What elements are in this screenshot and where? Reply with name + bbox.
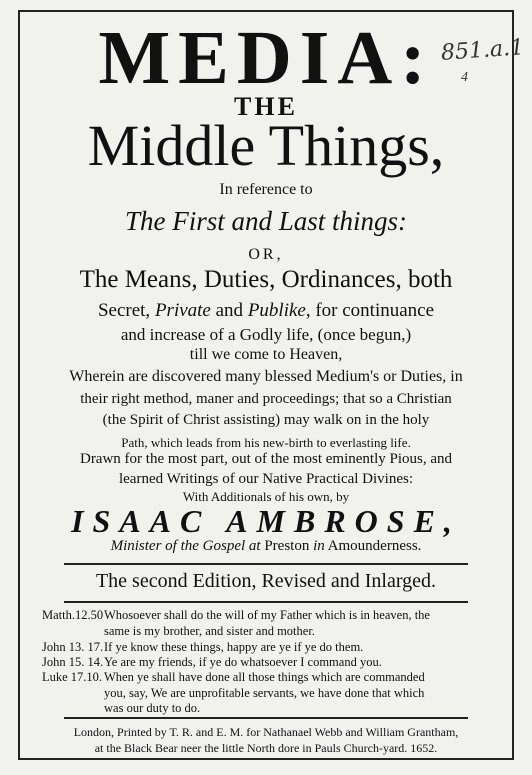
title-middle-things: Middle Things, bbox=[87, 113, 445, 178]
subtitle-path: Path, which leads from his new-birth to everlasting life. bbox=[121, 435, 411, 450]
text-secret: Secret, bbox=[97, 300, 155, 321]
quote-matthew-cont: same is my brother, and sister and mother. bbox=[104, 624, 315, 638]
subtitle-till: till we come to Heaven, bbox=[189, 346, 343, 363]
text-in: in bbox=[313, 538, 325, 554]
text-preston: Preston bbox=[260, 538, 314, 554]
subtitle-spirit: (the Spirit of Christ assisting) may walk on in the holy bbox=[102, 412, 430, 428]
text-amounderness: Amounderness. bbox=[324, 538, 422, 554]
quote-text: Ye are my friends, if ye do whatsoever I command you. bbox=[104, 655, 382, 669]
rule-middle bbox=[64, 601, 468, 603]
imprint-line-2: at the Black Bear neer the little North dore in Pauls Church-yard. 1652. bbox=[94, 741, 438, 755]
text-publike: Publike bbox=[247, 300, 306, 321]
quote-luke-cont: you, say, We are unprofitable servants, we have done that which bbox=[104, 686, 425, 700]
rule-top bbox=[64, 563, 468, 565]
author-name: ISAAC AMBROSE, bbox=[71, 503, 461, 539]
quote-luke-cont2: was our duty to do. bbox=[104, 701, 201, 715]
quote-ref: Luke 17.10. bbox=[42, 670, 103, 684]
quote-ref: John 13. 17. bbox=[42, 640, 104, 654]
handwritten-shelfmark: 851.a.1 bbox=[440, 35, 525, 66]
quote-john-13 bbox=[42, 640, 502, 655]
quote-text: When ye shall have done all those things which are commanded bbox=[104, 670, 425, 684]
subtitle-wherein: Wherein are discovered many blessed Medium's or Duties, in bbox=[69, 368, 463, 385]
quote-text: Whosoever shall do the will of my Father which is in heaven, the bbox=[104, 608, 430, 622]
quote-john-15 bbox=[42, 655, 502, 670]
edition-line: The second Edition, Revised and Inlarged. bbox=[95, 570, 437, 592]
text-and: and bbox=[210, 300, 248, 321]
quote-text: If ye know these things, happy are ye if ye do them. bbox=[104, 640, 364, 654]
subtitle-first-last: The First and Last things: bbox=[124, 206, 408, 236]
title-the: THE bbox=[234, 92, 298, 121]
text-minister: Minister of the Gospel at bbox=[110, 538, 261, 554]
subtitle-means: The Means, Duties, Ordinances, both bbox=[79, 266, 453, 293]
imprint-line-1: London, Printed by T. R. and E. M. for Nathanael Webb and William Grantham, bbox=[73, 725, 459, 739]
subtitle-learned: learned Writings of our Native Practical Divines: bbox=[118, 471, 414, 487]
quote-luke bbox=[42, 670, 502, 685]
text-private: Private bbox=[154, 300, 211, 321]
subtitle-secret-line bbox=[18, 300, 514, 322]
quote-ref: John 15. 14. bbox=[42, 655, 104, 669]
quote-matthew bbox=[42, 608, 502, 623]
subtitle-additionals: With Additionals of his own, by bbox=[182, 489, 350, 504]
author-title bbox=[18, 538, 514, 555]
subtitle-method: their right method, maner and proceedings; that so a Christian bbox=[80, 391, 452, 407]
rule-bottom bbox=[64, 717, 468, 719]
subtitle-drawn: Drawn for the most part, out of the most eminently Pious, and bbox=[79, 451, 453, 467]
text-continuance: , for continuance bbox=[305, 300, 435, 321]
handwritten-note: 4 bbox=[461, 70, 468, 85]
subtitle-in-reference: In reference to bbox=[219, 181, 313, 198]
subtitle-or: OR, bbox=[248, 246, 284, 263]
subtitle-increase: and increase of a Godly life, (once begun,) bbox=[120, 325, 412, 344]
quote-ref: Matth.12.50 bbox=[42, 608, 104, 622]
title-media: MEDIA: bbox=[98, 16, 434, 100]
